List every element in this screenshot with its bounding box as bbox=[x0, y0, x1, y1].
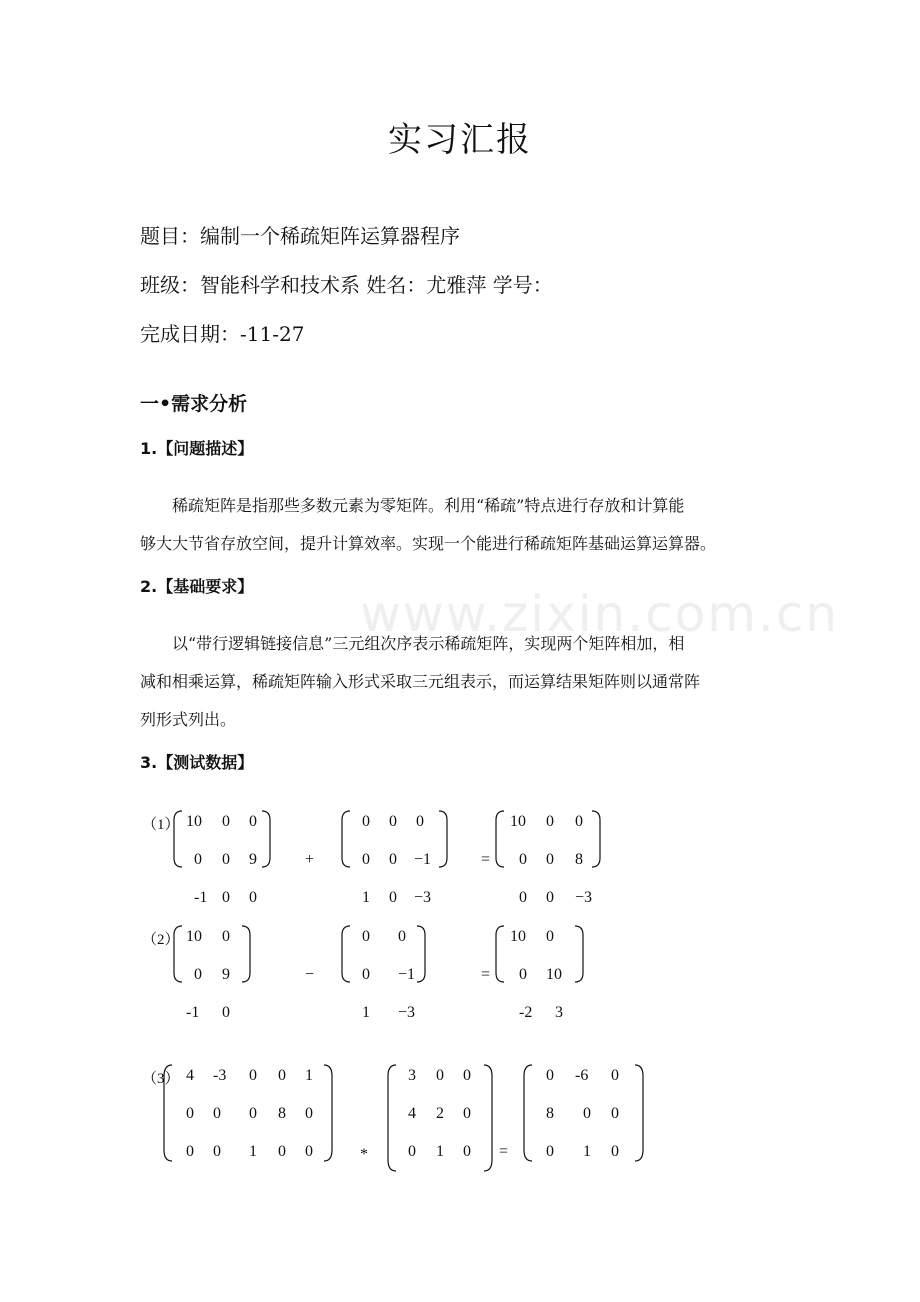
paragraph-line: 以“带行逻辑链接信息”三元组次序表示稀疏矩阵，实现两个矩阵相加，相 bbox=[172, 634, 685, 653]
matrix-cell: 9 bbox=[222, 966, 230, 983]
matrix-cell: 10 bbox=[510, 928, 526, 945]
matrix-cell: 1 bbox=[583, 1143, 591, 1160]
subsection-heading-test-data: 3.【测试数据】 bbox=[140, 753, 254, 772]
section-heading-requirements: 一•需求分析 bbox=[140, 393, 248, 415]
matrix-cell: −1 bbox=[414, 851, 432, 868]
matrix-cell: 0 bbox=[519, 966, 527, 983]
matrix-cell: 0 bbox=[546, 813, 554, 830]
left-bracket bbox=[384, 1064, 398, 1172]
matrix-cell: 0 bbox=[186, 1143, 194, 1160]
matrix-cell: 0 bbox=[583, 1105, 591, 1122]
subsection-heading-problem: 1.【问题描述】 bbox=[140, 439, 254, 458]
matrix-cell: 0 bbox=[398, 928, 406, 945]
document-title: 实习汇报 bbox=[388, 120, 532, 160]
matrix-cell: 0 bbox=[436, 1067, 444, 1084]
matrix-cell: 0 bbox=[222, 928, 230, 945]
matrix-cell: 1 bbox=[362, 1004, 370, 1021]
matrix-cell: 0 bbox=[249, 1067, 257, 1084]
matrix-cell: -1 bbox=[194, 889, 208, 906]
matrix-cell: 0 bbox=[213, 1105, 221, 1122]
matrix-cell: 0 bbox=[611, 1105, 619, 1122]
matrix-cell: 0 bbox=[186, 1105, 194, 1122]
matrix-cell: -3 bbox=[213, 1067, 227, 1084]
left-bracket bbox=[520, 1064, 534, 1162]
equals-sign: = bbox=[499, 1143, 509, 1160]
matrix-cell: 8 bbox=[575, 851, 583, 868]
matrix-cell: 0 bbox=[463, 1105, 471, 1122]
paragraph-line: 减和相乘运算，稀疏矩阵输入形式采取三元组表示，而运算结果矩阵则以通常阵 bbox=[140, 672, 701, 691]
matrix-cell: 0 bbox=[278, 1143, 286, 1160]
matrix-cell: 10 bbox=[510, 813, 526, 830]
right-bracket bbox=[590, 810, 604, 868]
left-bracket bbox=[492, 810, 506, 868]
subsection-heading-requirements: 2.【基础要求】 bbox=[140, 577, 254, 596]
matrix-cell: 0 bbox=[389, 889, 397, 906]
matrix-cell: 1 bbox=[436, 1143, 444, 1160]
paragraph-line: 列形式列出。 bbox=[140, 710, 237, 729]
multiply-operator: * bbox=[360, 1146, 368, 1163]
matrix-cell: 0 bbox=[249, 889, 257, 906]
matrix-cell: 0 bbox=[389, 813, 397, 830]
matrix-cell: −3 bbox=[414, 889, 432, 906]
matrix-cell: 10 bbox=[186, 928, 202, 945]
matrix-cell: 0 bbox=[194, 966, 202, 983]
matrix-cell: 2 bbox=[436, 1105, 444, 1122]
paragraph-line: 够大大节省存放空间，提升计算效率。实现一个能进行稀疏矩阵基础运算运算器。 bbox=[140, 534, 717, 553]
left-bracket bbox=[338, 810, 352, 868]
matrix-cell: 0 bbox=[213, 1143, 221, 1160]
paragraph-line: 稀疏矩阵是指那些多数元素为零矩阵。利用“稀疏”特点进行存放和计算能 bbox=[172, 496, 685, 515]
equals-sign: = bbox=[481, 966, 491, 983]
right-bracket bbox=[482, 1064, 496, 1172]
matrix-cell: 0 bbox=[546, 1143, 554, 1160]
test-label: （2） bbox=[142, 932, 180, 948]
matrix-cell: 0 bbox=[575, 813, 583, 830]
matrix-cell: 1 bbox=[249, 1143, 257, 1160]
matrix-cell: 4 bbox=[408, 1105, 416, 1122]
matrix-cell: 0 bbox=[389, 851, 397, 868]
left-bracket bbox=[170, 810, 184, 868]
matrix-cell: 3 bbox=[555, 1004, 563, 1021]
matrix-cell: 0 bbox=[194, 851, 202, 868]
right-bracket bbox=[240, 925, 254, 983]
minus-operator: − bbox=[305, 966, 315, 983]
matrix-cell: 0 bbox=[463, 1143, 471, 1160]
matrix-cell: 9 bbox=[249, 851, 257, 868]
matrix-cell: 10 bbox=[546, 966, 562, 983]
left-bracket bbox=[160, 1064, 174, 1162]
completion-date: 完成日期：-11-27 bbox=[140, 322, 305, 346]
matrix-cell: 0 bbox=[222, 889, 230, 906]
matrix-cell: 0 bbox=[362, 966, 370, 983]
basic-requirements-paragraph bbox=[140, 625, 782, 739]
right-bracket bbox=[633, 1064, 647, 1162]
plus-operator: + bbox=[305, 851, 315, 868]
test-label: （1） bbox=[142, 817, 180, 833]
matrix-cell: 0 bbox=[546, 851, 554, 868]
matrix-cell: −3 bbox=[575, 889, 593, 906]
matrix-cell: −3 bbox=[398, 1004, 416, 1021]
matrix-cell: −1 bbox=[398, 966, 416, 983]
matrix-cell: 0 bbox=[222, 813, 230, 830]
matrix-cell: 0 bbox=[362, 813, 370, 830]
matrix-cell: 0 bbox=[463, 1067, 471, 1084]
right-bracket bbox=[437, 810, 451, 868]
matrix-cell: 0 bbox=[249, 1105, 257, 1122]
matrix-cell: 0 bbox=[305, 1143, 313, 1160]
matrix-cell: 0 bbox=[546, 889, 554, 906]
matrix-cell: 0 bbox=[611, 1067, 619, 1084]
matrix-cell: 0 bbox=[408, 1143, 416, 1160]
matrix-cell: 8 bbox=[278, 1105, 286, 1122]
matrix-cell: -1 bbox=[186, 1004, 200, 1021]
matrix-cell: 0 bbox=[249, 813, 257, 830]
left-bracket bbox=[338, 925, 352, 983]
matrix-cell: 8 bbox=[546, 1105, 554, 1122]
matrix-cell: 0 bbox=[362, 851, 370, 868]
topic-line: 题目：编制一个稀疏矩阵运算器程序 bbox=[140, 224, 460, 248]
watermark: www.zixin.com.cn bbox=[360, 585, 840, 643]
left-bracket bbox=[492, 925, 506, 983]
matrix-cell: 0 bbox=[546, 928, 554, 945]
left-bracket bbox=[170, 925, 184, 983]
matrix-cell: 0 bbox=[519, 851, 527, 868]
matrix-cell: 0 bbox=[222, 1004, 230, 1021]
matrix-cell: 1 bbox=[305, 1067, 313, 1084]
matrix-cell: 0 bbox=[611, 1143, 619, 1160]
test-label: （3） bbox=[142, 1071, 180, 1087]
class-name-id-line: 班级：智能科学和技术系 姓名：尤雅萍 学号： bbox=[140, 273, 553, 297]
matrix-cell: -6 bbox=[575, 1067, 589, 1084]
problem-description-paragraph bbox=[140, 487, 782, 563]
matrix-cell: 3 bbox=[408, 1067, 416, 1084]
matrix-cell: 1 bbox=[362, 889, 370, 906]
matrix-cell: 0 bbox=[546, 1067, 554, 1084]
matrix-cell: 0 bbox=[362, 928, 370, 945]
equals-sign: = bbox=[481, 851, 491, 868]
matrix-cell: 0 bbox=[416, 813, 424, 830]
matrix-cell: 10 bbox=[186, 813, 202, 830]
matrix-cell: -2 bbox=[519, 1004, 533, 1021]
matrix-cell: 0 bbox=[519, 889, 527, 906]
right-bracket bbox=[415, 925, 429, 983]
right-bracket bbox=[260, 810, 274, 868]
matrix-cell: 4 bbox=[186, 1067, 194, 1084]
right-bracket bbox=[322, 1064, 336, 1162]
matrix-cell: 0 bbox=[305, 1105, 313, 1122]
right-bracket bbox=[573, 925, 587, 983]
matrix-cell: 0 bbox=[278, 1067, 286, 1084]
matrix-cell: 0 bbox=[222, 851, 230, 868]
